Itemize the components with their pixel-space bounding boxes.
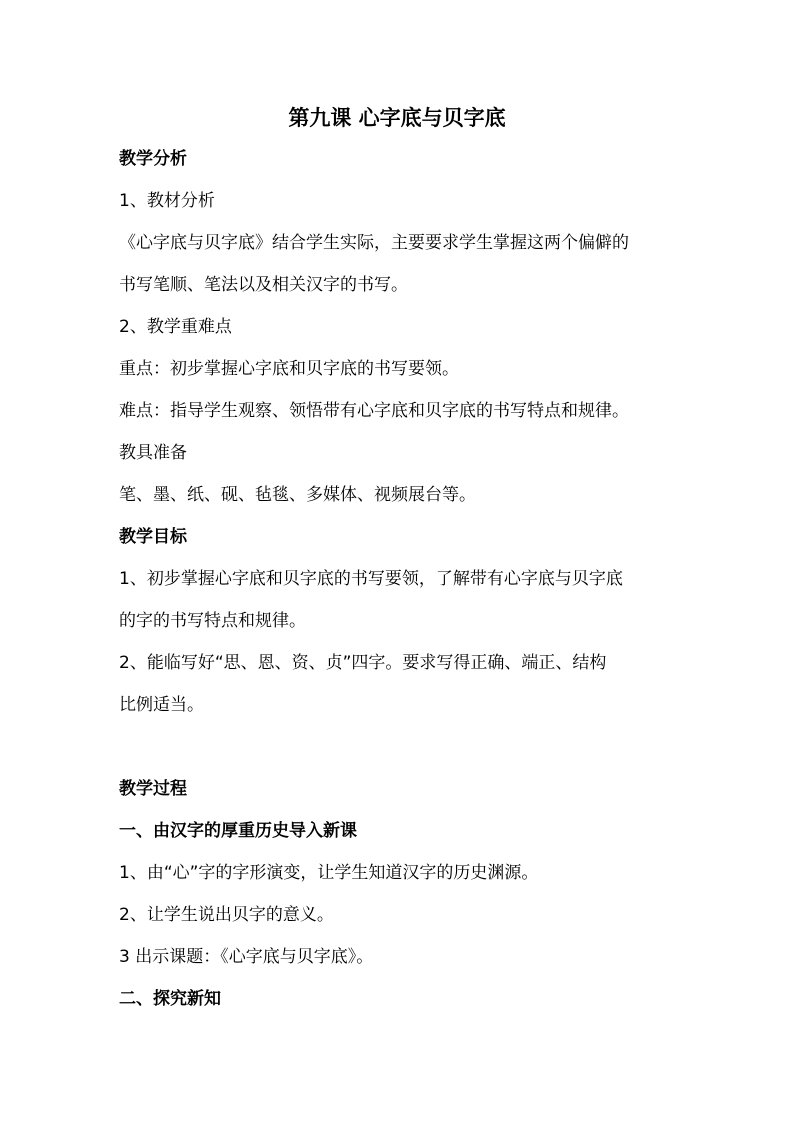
paragraph-line: 书写笔顺、笔法以及相关汉字的书写。 (119, 275, 408, 295)
subheading-explore: 二、探究新知 (119, 989, 221, 1009)
paragraph-line: 重点：初步掌握心字底和贝字底的书写要领。 (119, 359, 459, 379)
paragraph-line: 2、让学生说出贝字的意义。 (119, 905, 334, 925)
subheading-introduction: 一、由汉字的厚重历史导入新课 (119, 821, 357, 841)
paragraph-line: 比例适当。 (119, 695, 204, 715)
section-heading-analysis: 教学分析 (119, 149, 187, 169)
paragraph-line: 难点：指导学生观察、领悟带有心字底和贝字底的书写特点和规律。 (119, 401, 629, 421)
paragraph-line: 的字的书写特点和规律。 (119, 611, 306, 631)
paragraph-line: 《心字底与贝字底》结合学生实际，主要要求学生掌握这两个偏僻的 (119, 233, 629, 253)
paragraph-line: 笔、墨、纸、砚、毡毯、多媒体、视频展台等。 (119, 485, 476, 505)
paragraph-line: 1、由“心”字的字形演变，让学生知道汉字的历史渊源。 (119, 863, 539, 883)
paragraph-line: 3 出示课题：《心字底与贝字底》。 (119, 947, 374, 967)
paragraph-line: 1、初步掌握心字底和贝字底的书写要领，了解带有心字底与贝字底 (119, 569, 623, 589)
paragraph-line: 2、能临写好“思、恩、资、贞”四字。要求写得正确、端正、结构 (119, 653, 607, 673)
subheading-teaching-aids: 教具准备 (119, 443, 187, 463)
subheading-key-points: 2、教学重难点 (119, 317, 232, 337)
section-heading-process: 教学过程 (119, 779, 187, 799)
subheading-material-analysis: 1、教材分析 (119, 191, 215, 211)
document-title: 第九课 心字底与贝字底 (288, 106, 506, 130)
section-heading-objectives: 教学目标 (119, 527, 187, 547)
